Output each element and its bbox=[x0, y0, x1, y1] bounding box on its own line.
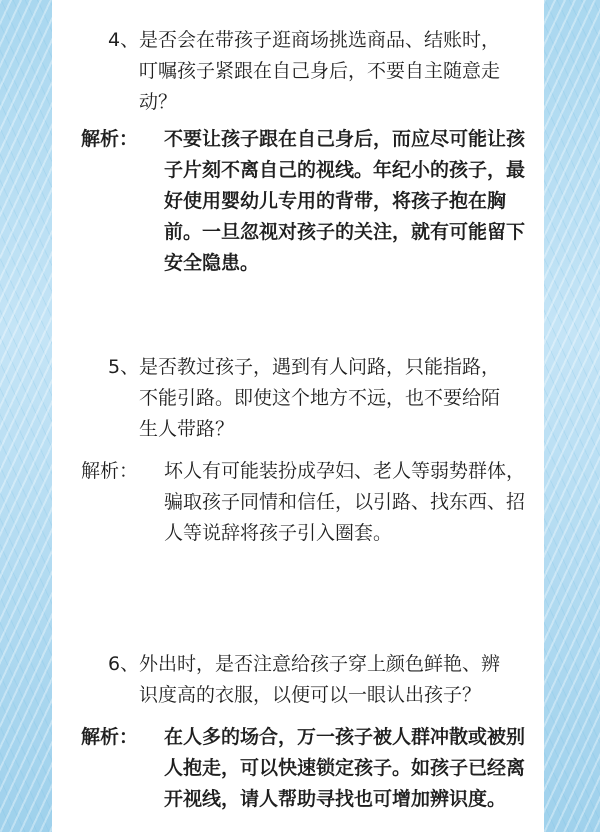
article-page bbox=[52, 0, 544, 832]
answer-row-5 bbox=[81, 456, 526, 550]
question-row-6 bbox=[108, 649, 538, 713]
question-row-4 bbox=[108, 25, 538, 121]
answer-text-4: 不要让孩子跟在自己身后，而应尽可能让孩 子片刻不离自己的视线。年纪小的孩子，最 好使用婴幼儿专用的背带，将孩子抱在胸 前。一旦忽视对孩子的关注，就有可能留下 安全隐患。 bbox=[164, 128, 526, 274]
question-text-4: 是否会在带孩子逛商场挑选商品、结账时， 叮嘱孩子紧跟在自己身后，不要自主随意走 动？ bbox=[139, 29, 501, 113]
answer-text-5: 坏人有可能装扮成孕妇、老人等弱势群体， 骗取孩子同情和信任，以引路、找东西、招 人等说辞将孩子引入圈套。 bbox=[164, 460, 526, 544]
left-decorative-margin bbox=[0, 0, 52, 832]
question-text-6: 外出时，是否注意给孩子穿上颜色鲜艳、辨 识度高的衣服，以便可以一眼认出孩子？ bbox=[139, 653, 501, 706]
qa-item-4 bbox=[52, 25, 544, 280]
qa-item-6 bbox=[52, 649, 544, 832]
answer-label-6: 解析： bbox=[81, 726, 139, 748]
question-row-5 bbox=[108, 352, 538, 448]
qa-item-5 bbox=[52, 352, 544, 552]
answer-label-4: 解析： bbox=[81, 128, 139, 150]
question-number-4: 4、 bbox=[108, 29, 140, 51]
answer-row-4 bbox=[81, 124, 526, 279]
question-number-5: 5、 bbox=[108, 356, 140, 378]
answer-row-6 bbox=[81, 722, 526, 816]
answer-text-6: 在人多的场合，万一孩子被人群冲散或被别 人抱走，可以快速锁定孩子。如孩子已经离 开视线，请人帮助寻找也可增加辨识度。 bbox=[164, 726, 526, 810]
question-number-6: 6、 bbox=[108, 653, 140, 675]
answer-label-5: 解析： bbox=[81, 460, 139, 482]
question-text-5: 是否教过孩子，遇到有人问路，只能指路， 不能引路。即使这个地方不远，也不要给陌 生人带路？ bbox=[139, 356, 501, 440]
